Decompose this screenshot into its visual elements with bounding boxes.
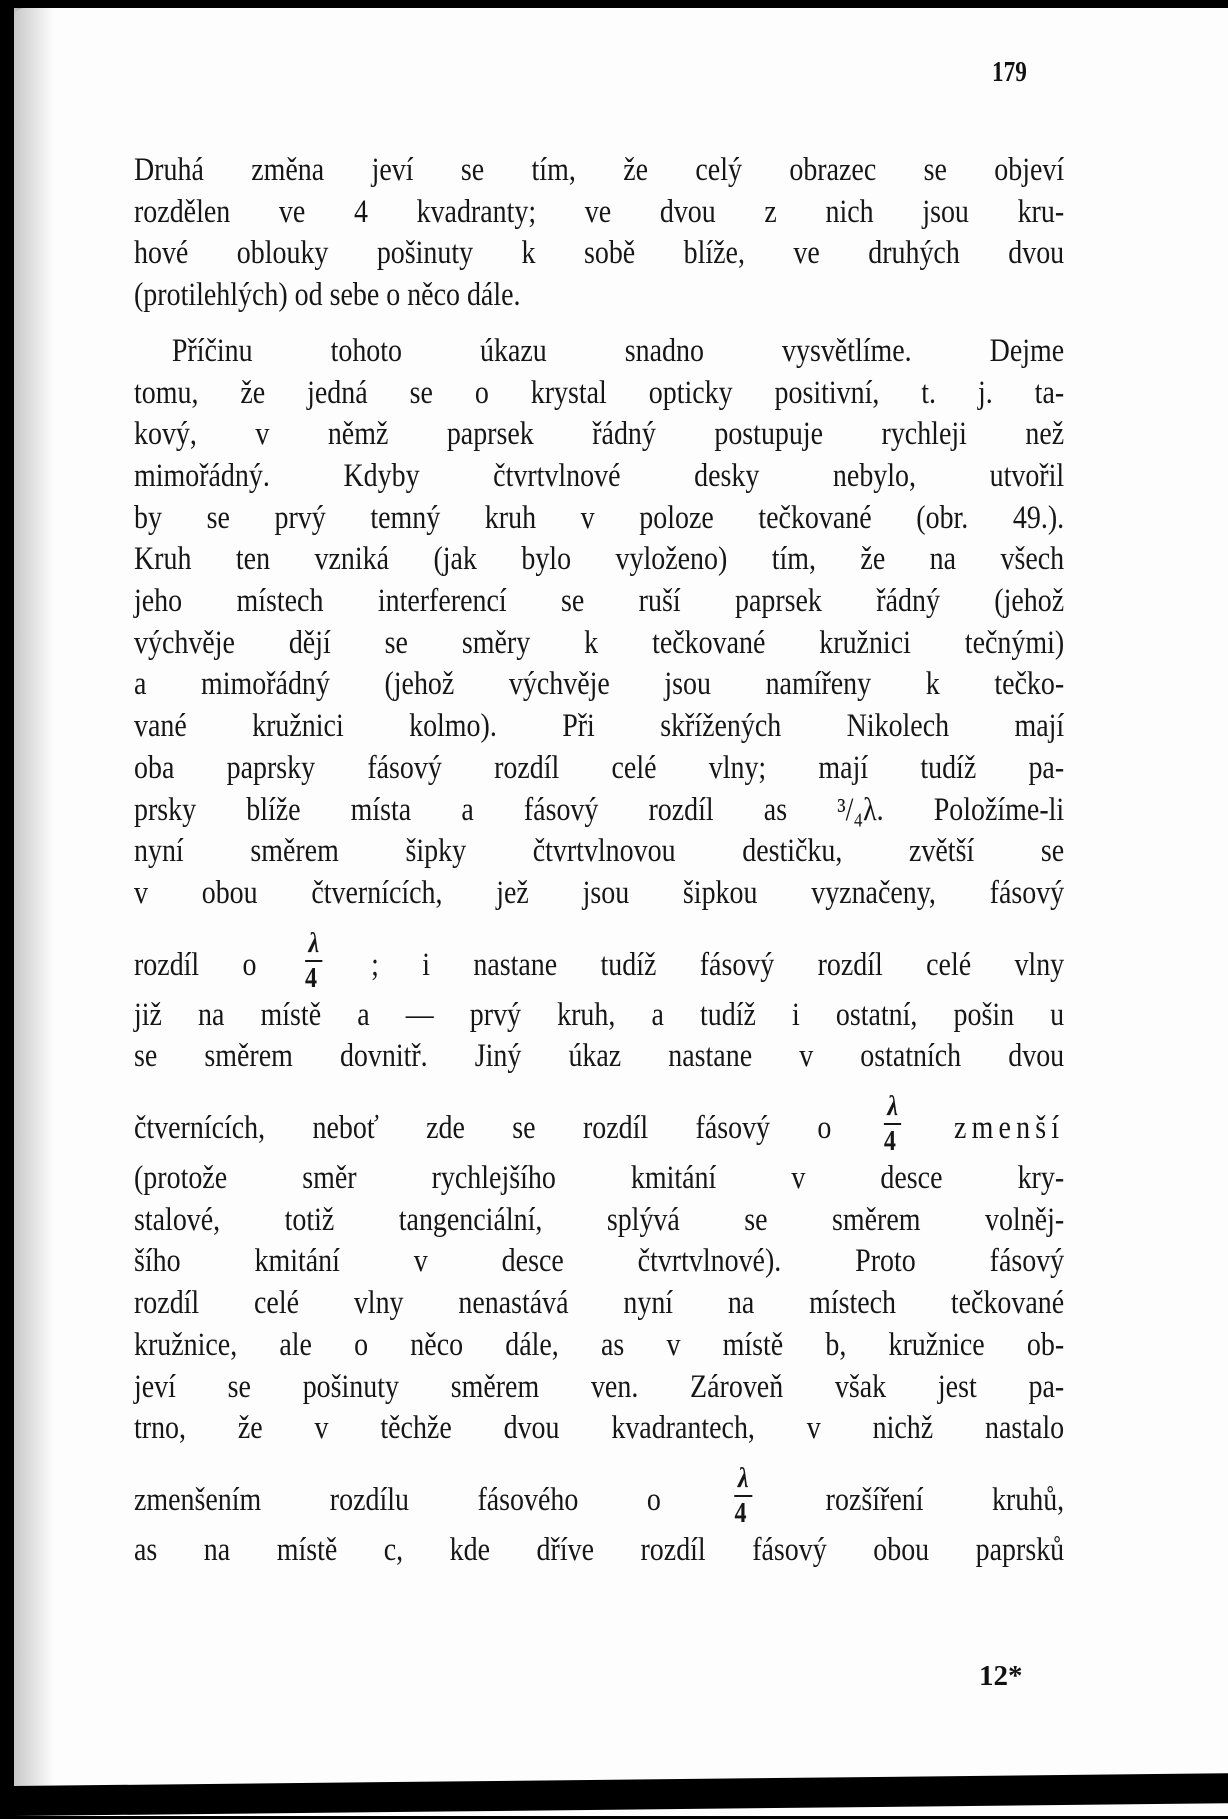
fraction-lambda-over-4 [305,927,323,994]
text-line: se směrem dovnitř. Jiný úkaz nastane v ostatních dvou [134,1038,1065,1075]
text-line: již na místě a — prvý kruh, a tudíž i ostatní, pošin u [134,996,1065,1033]
text-line: kružnice, ale o něco dále, as v místě b, kružnice ob- [134,1326,1065,1363]
text-line: jeví se pošinuty směrem ven. Zároveň však jest pa- [134,1368,1065,1405]
text-fragment: ; i nastane tudíž fásový rozdíl celé vlny [371,946,1065,983]
paragraph-1 [134,150,1064,317]
text-fragment: čtvernících, neboť zde se rozdíl fásový o [134,1110,832,1147]
fraction-denominator: 4 [883,1126,896,1158]
text-line-with-fraction [134,1078,1064,1158]
text-line: (protilehlých) od sebe o něco dále. [134,277,521,314]
page-bottom-edge [14,1773,1228,1816]
fraction-lambda-over-4 [734,1465,752,1528]
text-line: prsky blíže místa a fásový rozdíl as ³/₄λ. Položíme-li [134,791,1065,828]
text-fragment: rozdíl o [134,946,257,983]
text-line: šího kmitání v desce čtvrtvlnové). Proto fásový [134,1243,1065,1280]
text-line: a mimořádný (jehož výchvěje jsou namířeny k tečko- [134,666,1065,703]
text-line-with-fraction [134,1450,1064,1530]
fraction-numerator: λ [884,1093,902,1125]
paragraph-2 [134,331,1064,1572]
text-line: výchvěje dějí se směry k tečkované kružnici tečnými) [134,624,1065,661]
text-line-with-fraction [134,915,1064,995]
fraction-lambda-over-4 [884,1093,902,1156]
text-line: (protože směr rychlejšího kmitání v desce kry- [134,1160,1065,1197]
text-line: Druhá změna jeví se tím, že celý obrazec se objeví [134,152,1065,188]
text-line: rozdíl celé vlny nenastává nyní na místech tečkované [134,1285,1065,1322]
text-fragment: zmenšením rozdílu fásového o [134,1481,661,1518]
book-page [14,8,1228,1816]
text-line: Příčinu tohoto úkazu snadno vysvětlíme. Dejme [171,332,1065,369]
text-line: nyní směrem šipky čtvrtvlnovou destičku, zvětší se [134,833,1065,870]
text-line: as na místě c, kde dříve rozdíl fásový obou paprsků [134,1531,1065,1568]
text-line: trno, že v těchže dvou kvadrantech, v nichž nastalo [134,1410,1065,1447]
page-number: 179 [992,56,1027,88]
text-line: hové oblouky pošinuty k sobě blíže, ve druhých dvou [134,235,1065,272]
body-text [134,150,1064,1586]
text-fragment: rozšíření kruhů, [825,1481,1065,1518]
text-fragment-spaced: zmenší [954,1110,1065,1147]
text-line: vané kružnici kolmo). Při skřížených Nikolech mají [134,708,1065,745]
text-line: kový, v němž paprsek řádný postupuje rychleji než [134,416,1065,453]
text-line: tomu, že jedná se o krystal opticky positivní, t. j. ta- [134,374,1065,411]
text-line: rozdělen ve 4 kvadranty; ve dvou z nich jsou kru- [134,193,1065,230]
fraction-numerator: λ [305,930,323,962]
text-line: stalové, totiž tangenciální, splývá se směrem volněj- [134,1201,1065,1238]
text-line: v obou čtvernících, jež jsou šipkou vyznačeny, fásový [134,874,1065,911]
text-line: mimořádný. Kdyby čtvrtvlnové desky nebylo, utvořil [134,457,1065,494]
text-line: oba paprsky fásový rozdíl celé vlny; mají tudíž pa- [134,749,1065,786]
text-line: jeho místech interferencí se ruší paprsek řádný (jehož [134,583,1065,620]
fraction-numerator: λ [734,1465,752,1497]
signature-mark: 12* [979,1660,1023,1692]
fraction-denominator: 4 [734,1498,747,1530]
text-line: Kruh ten vzniká (jak bylo vyloženo) tím, že na všech [134,541,1065,578]
text-line: by se prvý temný kruh v poloze tečkované (obr. 49.). [134,499,1065,536]
fraction-denominator: 4 [305,962,318,994]
